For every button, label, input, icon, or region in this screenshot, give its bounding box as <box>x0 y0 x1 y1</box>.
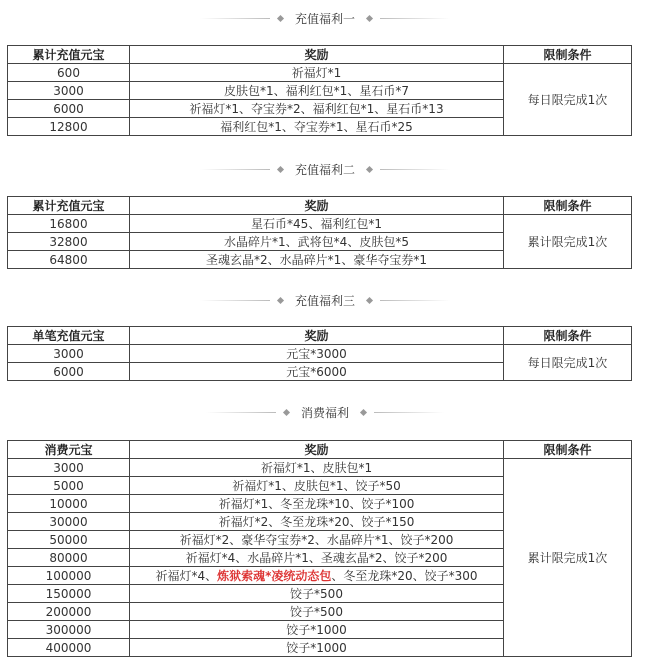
reward-cell: 皮肤包*1、福利红包*1、星石币*7 <box>130 82 504 100</box>
section-title-text: 充值福利一 <box>294 11 355 26</box>
diamond-icon <box>366 14 373 21</box>
table-row <box>8 459 632 477</box>
reward-cell: 祈福灯*4、水晶碎片*1、圣魂玄晶*2、饺子*200 <box>130 549 504 567</box>
reward-cell: 水晶碎片*1、武将包*4、皮肤包*5 <box>130 233 504 251</box>
col-header-amount: 单笔充值元宝 <box>8 327 130 345</box>
recharge-table-3 <box>7 326 632 381</box>
amount-cell: 3000 <box>8 459 130 477</box>
diamond-icon <box>360 408 367 415</box>
reward-cell: 星石币*45、福利红包*1 <box>130 215 504 233</box>
reward-cell: 饺子*1000 <box>130 621 504 639</box>
amount-cell: 64800 <box>8 251 130 269</box>
divider-line <box>206 412 276 413</box>
diamond-icon <box>277 14 284 21</box>
divider-line <box>380 18 450 19</box>
diamond-icon <box>366 165 373 172</box>
diamond-icon <box>277 296 284 303</box>
reward-cell: 祈福灯*1、皮肤包*1、饺子*50 <box>130 477 504 495</box>
divider-line <box>380 169 450 170</box>
section-title-text: 消费福利 <box>300 405 349 420</box>
table-header-row <box>8 46 632 64</box>
amount-cell: 32800 <box>8 233 130 251</box>
reward-cell: 饺子*500 <box>130 603 504 621</box>
table-row <box>8 215 632 233</box>
recharge-table-1 <box>7 45 632 136</box>
reward-highlight: 炼狱索魂*凌统动态包 <box>217 568 332 583</box>
reward-cell: 饺子*1000 <box>130 639 504 657</box>
col-header-reward: 奖励 <box>130 327 504 345</box>
reward-text: 祈福灯*4、 <box>155 568 218 583</box>
reward-cell <box>130 567 504 585</box>
col-header-reward: 奖励 <box>130 46 504 64</box>
table-header-row <box>8 441 632 459</box>
col-header-amount: 累计充值元宝 <box>8 46 130 64</box>
reward-cell: 元宝*6000 <box>130 363 504 381</box>
section-title-3 <box>0 289 650 311</box>
diamond-icon <box>283 408 290 415</box>
reward-cell: 祈福灯*1、冬至龙珠*10、饺子*100 <box>130 495 504 513</box>
section-title-text: 充值福利二 <box>294 162 355 177</box>
reward-text: 、冬至龙珠*20、饺子*300 <box>331 568 478 583</box>
amount-cell: 600 <box>8 64 130 82</box>
amount-cell: 30000 <box>8 513 130 531</box>
col-header-condition: 限制条件 <box>504 46 632 64</box>
table-header-row <box>8 327 632 345</box>
divider-line <box>374 412 444 413</box>
divider-line <box>200 18 270 19</box>
col-header-condition: 限制条件 <box>504 327 632 345</box>
section-title-1 <box>0 7 650 29</box>
condition-cell: 每日限完成1次 <box>504 345 632 381</box>
amount-cell: 400000 <box>8 639 130 657</box>
col-header-condition: 限制条件 <box>504 197 632 215</box>
col-header-condition: 限制条件 <box>504 441 632 459</box>
reward-cell: 祈福灯*2、冬至龙珠*20、饺子*150 <box>130 513 504 531</box>
amount-cell: 100000 <box>8 567 130 585</box>
condition-cell: 累计限完成1次 <box>504 459 632 657</box>
divider-line <box>200 169 270 170</box>
divider-line <box>380 300 450 301</box>
amount-cell: 10000 <box>8 495 130 513</box>
section-title-4 <box>0 401 650 423</box>
amount-cell: 3000 <box>8 345 130 363</box>
consumption-table <box>7 440 632 657</box>
table-row <box>8 345 632 363</box>
amount-cell: 6000 <box>8 100 130 118</box>
amount-cell: 3000 <box>8 82 130 100</box>
col-header-amount: 消费元宝 <box>8 441 130 459</box>
condition-cell: 每日限完成1次 <box>504 64 632 136</box>
reward-cell: 福利红包*1、夺宝券*1、星石币*25 <box>130 118 504 136</box>
reward-cell: 祈福灯*2、豪华夺宝券*2、水晶碎片*1、饺子*200 <box>130 531 504 549</box>
reward-cell: 祈福灯*1、夺宝券*2、福利红包*1、星石币*13 <box>130 100 504 118</box>
diamond-icon <box>366 296 373 303</box>
recharge-table-2 <box>7 196 632 269</box>
amount-cell: 300000 <box>8 621 130 639</box>
amount-cell: 12800 <box>8 118 130 136</box>
reward-cell: 祈福灯*1 <box>130 64 504 82</box>
amount-cell: 16800 <box>8 215 130 233</box>
diamond-icon <box>277 165 284 172</box>
reward-cell: 祈福灯*1、皮肤包*1 <box>130 459 504 477</box>
reward-cell: 圣魂玄晶*2、水晶碎片*1、豪华夺宝券*1 <box>130 251 504 269</box>
amount-cell: 150000 <box>8 585 130 603</box>
col-header-reward: 奖励 <box>130 441 504 459</box>
amount-cell: 80000 <box>8 549 130 567</box>
col-header-amount: 累计充值元宝 <box>8 197 130 215</box>
amount-cell: 200000 <box>8 603 130 621</box>
section-title-2 <box>0 158 650 180</box>
col-header-reward: 奖励 <box>130 197 504 215</box>
table-header-row <box>8 197 632 215</box>
table-row <box>8 64 632 82</box>
section-title-text: 充值福利三 <box>294 293 355 308</box>
amount-cell: 50000 <box>8 531 130 549</box>
amount-cell: 6000 <box>8 363 130 381</box>
reward-cell: 元宝*3000 <box>130 345 504 363</box>
amount-cell: 5000 <box>8 477 130 495</box>
condition-cell: 累计限完成1次 <box>504 215 632 269</box>
reward-cell: 饺子*500 <box>130 585 504 603</box>
divider-line <box>200 300 270 301</box>
